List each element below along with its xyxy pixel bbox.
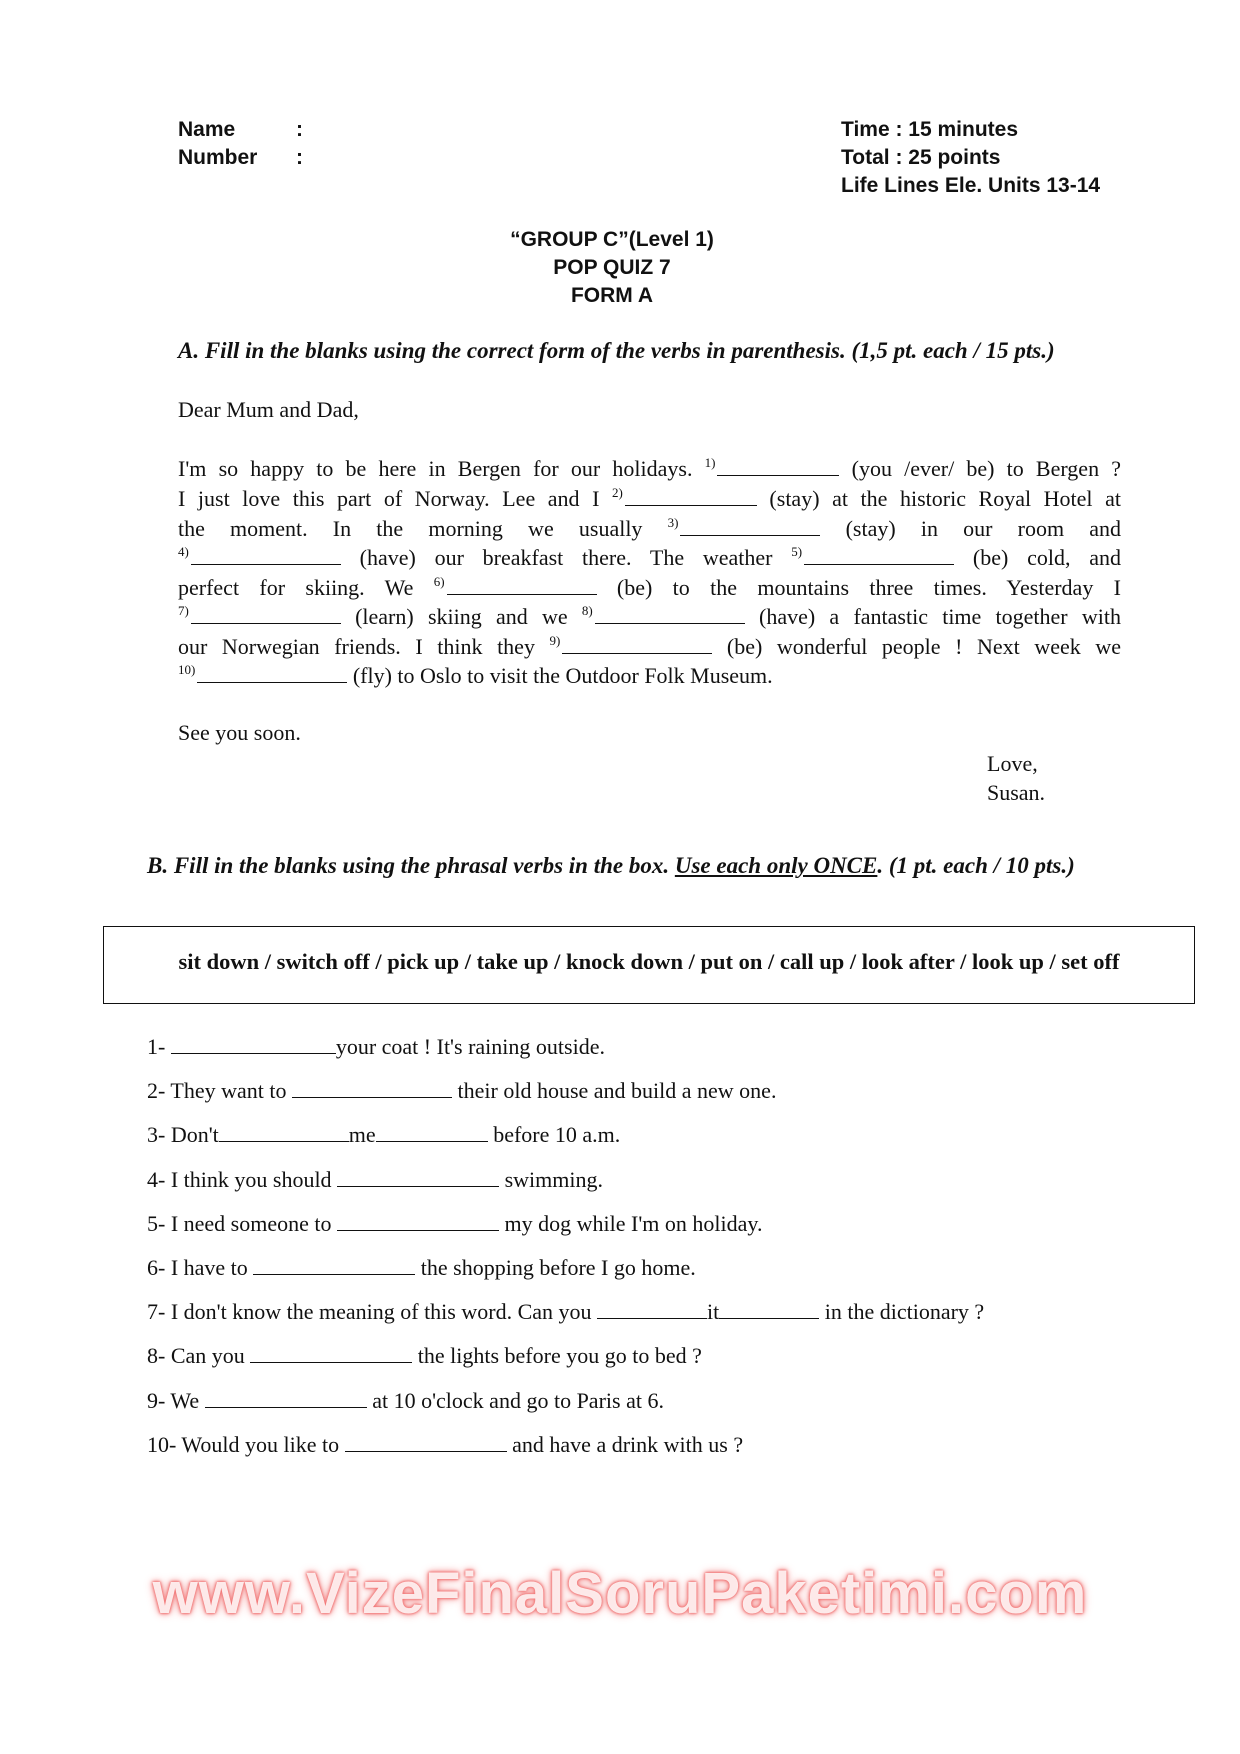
watermark: www.VizeFinalSoruPaketimi.com (152, 1561, 1088, 1626)
exercise-item (147, 1432, 743, 1458)
answer-blank[interactable] (337, 1212, 499, 1231)
text-segment: (be) to the mountains three times. Yesterday I (596, 575, 1121, 600)
section-a-instruction: A. Fill in the blanks using the correct form of the verbs in parenthesis. (1,5 pt. each / 15 pts.) (178, 338, 1055, 363)
exercise-item (147, 1167, 603, 1193)
text-segment: (you /ever/ be) to Bergen ? (839, 456, 1122, 481)
answer-blank[interactable] (447, 576, 597, 595)
book-units: Life Lines Ele. Units 13-14 (841, 174, 1101, 197)
answer-blank[interactable] (197, 664, 347, 683)
letter-line (178, 544, 1121, 571)
letter-line (178, 485, 1121, 512)
blank-number: 2) (612, 485, 623, 500)
answer-blank[interactable] (719, 1300, 819, 1319)
text-segment: (have) our breakfast there. The weather (340, 545, 792, 570)
time-limit: Time : 15 minutes (841, 118, 1019, 141)
text-segment: (have) a fantastic time together with (744, 604, 1121, 629)
answer-blank[interactable] (562, 635, 712, 654)
total-points: Total : 25 points (841, 146, 1001, 169)
answer-blank[interactable] (171, 1035, 336, 1054)
answer-blank[interactable] (191, 546, 341, 565)
text-segment: 9- We (147, 1387, 205, 1413)
text-segment: 10- Would you like to (147, 1431, 345, 1457)
exercise-item (147, 1078, 776, 1104)
text-segment: 4- I think you should (147, 1166, 338, 1192)
text-segment: your coat ! It's raining outside. (335, 1034, 605, 1059)
text-segment: the moment. In the morning we usually (178, 516, 668, 541)
answer-blank[interactable] (717, 457, 839, 476)
name-label: Name (178, 118, 236, 141)
instruction-points: . (1 pt. each / 10 pts.) (877, 853, 1075, 878)
group-title: “GROUP C”(Level 1) (510, 228, 714, 251)
text-segment: (be) wonderful people ! Next week we (712, 634, 1121, 659)
answer-blank[interactable] (219, 1123, 349, 1142)
exercise-item (147, 1388, 664, 1414)
letter-closing: See you soon. (178, 720, 301, 745)
text-segment: I'm so happy to be here in Bergen for our holidays. (178, 456, 705, 481)
text-segment: 5- I need someone to (147, 1210, 337, 1236)
instruction-emphasis: Use each only ONCE (674, 853, 878, 878)
answer-blank[interactable] (597, 1300, 707, 1319)
text-segment: swimming. (499, 1166, 603, 1192)
text-segment: it (707, 1299, 720, 1325)
text-segment: me (348, 1122, 376, 1148)
text-segment: (stay) at the historic Royal Hotel at (756, 486, 1121, 511)
exercise-item (147, 1211, 762, 1237)
blank-number: 6) (433, 574, 445, 589)
text-segment: (learn) skiing and we (340, 604, 582, 629)
letter-love: Love, (987, 751, 1038, 776)
text-segment: the lights before you go to bed ? (412, 1343, 702, 1369)
form-label: FORM A (570, 284, 654, 307)
letter-line (178, 662, 1121, 689)
text-segment: 6- I have to (147, 1255, 254, 1280)
quiz-number: POP QUIZ 7 (553, 256, 671, 279)
exercise-item (147, 1343, 702, 1369)
letter-line (178, 574, 1121, 601)
section-b-instruction (147, 853, 1075, 879)
answer-blank[interactable] (376, 1123, 488, 1142)
answer-blank[interactable] (595, 605, 745, 624)
letter-greeting: Dear Mum and Dad, (178, 397, 359, 422)
text-segment: (be) cold, and (954, 545, 1121, 570)
blank-number: 4) (178, 544, 189, 559)
blank-number: 10) (178, 662, 196, 677)
answer-blank[interactable] (253, 1256, 415, 1275)
text-segment: (fly) to Oslo to visit the Outdoor Folk Museum. (347, 663, 773, 688)
text-segment: perfect for skiing. We (178, 575, 434, 600)
answer-blank[interactable] (625, 487, 757, 506)
blank-number: 1) (704, 455, 716, 470)
text-segment: 1- (147, 1034, 171, 1059)
exercise-item (147, 1122, 620, 1148)
answer-blank[interactable] (191, 605, 341, 624)
text-segment: at 10 o'clock and go to Paris at 6. (366, 1387, 664, 1413)
text-segment: 7- I don't know the meaning of this word. Can you (147, 1299, 598, 1325)
answer-blank[interactable] (292, 1079, 452, 1098)
text-segment: the shopping before I go home. (415, 1255, 696, 1280)
text-segment: (stay) in our room and (820, 516, 1121, 541)
blank-number: 3) (667, 515, 679, 530)
letter-line (178, 515, 1121, 542)
text-segment: their old house and build a new one. (452, 1078, 777, 1104)
blank-number: 5) (791, 544, 803, 559)
number-colon: : (296, 146, 303, 169)
exercise-item (147, 1299, 984, 1325)
text-segment: my dog while I'm on holiday. (499, 1210, 763, 1236)
text-segment: our Norwegian friends. I think they (178, 634, 550, 659)
blank-number: 7) (178, 603, 189, 618)
number-label: Number (178, 146, 258, 169)
answer-blank[interactable] (804, 546, 954, 565)
text-segment: 2- They want to (147, 1078, 293, 1104)
letter-line (178, 455, 1121, 482)
text-segment: before 10 a.m. (487, 1122, 621, 1148)
letter-signature: Susan. (987, 780, 1046, 805)
letter-line (178, 603, 1121, 630)
phrasal-verb-list: sit down / switch off / pick up / take up / knock down / put on / call up / look after / look up / set off (178, 949, 1120, 974)
instruction-text: B. Fill in the blanks using the phrasal verbs in the box. (147, 853, 675, 878)
answer-blank[interactable] (205, 1389, 367, 1408)
text-segment: in the dictionary ? (819, 1299, 985, 1325)
answer-blank[interactable] (680, 517, 820, 536)
blank-number: 8) (581, 603, 593, 618)
text-segment: I just love this part of Norway. Lee and I (178, 486, 613, 511)
text-segment: 8- Can you (147, 1343, 251, 1369)
text-segment: and have a drink with us ? (506, 1431, 744, 1457)
name-colon: : (296, 118, 303, 141)
text-segment: 3- Don't (147, 1122, 219, 1148)
exercise-item (147, 1255, 696, 1281)
letter-line (178, 633, 1121, 660)
blank-number: 9) (549, 633, 561, 648)
word-box (103, 926, 1195, 1004)
answer-blank[interactable] (250, 1344, 412, 1363)
answer-blank[interactable] (337, 1168, 499, 1187)
answer-blank[interactable] (345, 1433, 507, 1452)
exercise-item (147, 1034, 605, 1060)
